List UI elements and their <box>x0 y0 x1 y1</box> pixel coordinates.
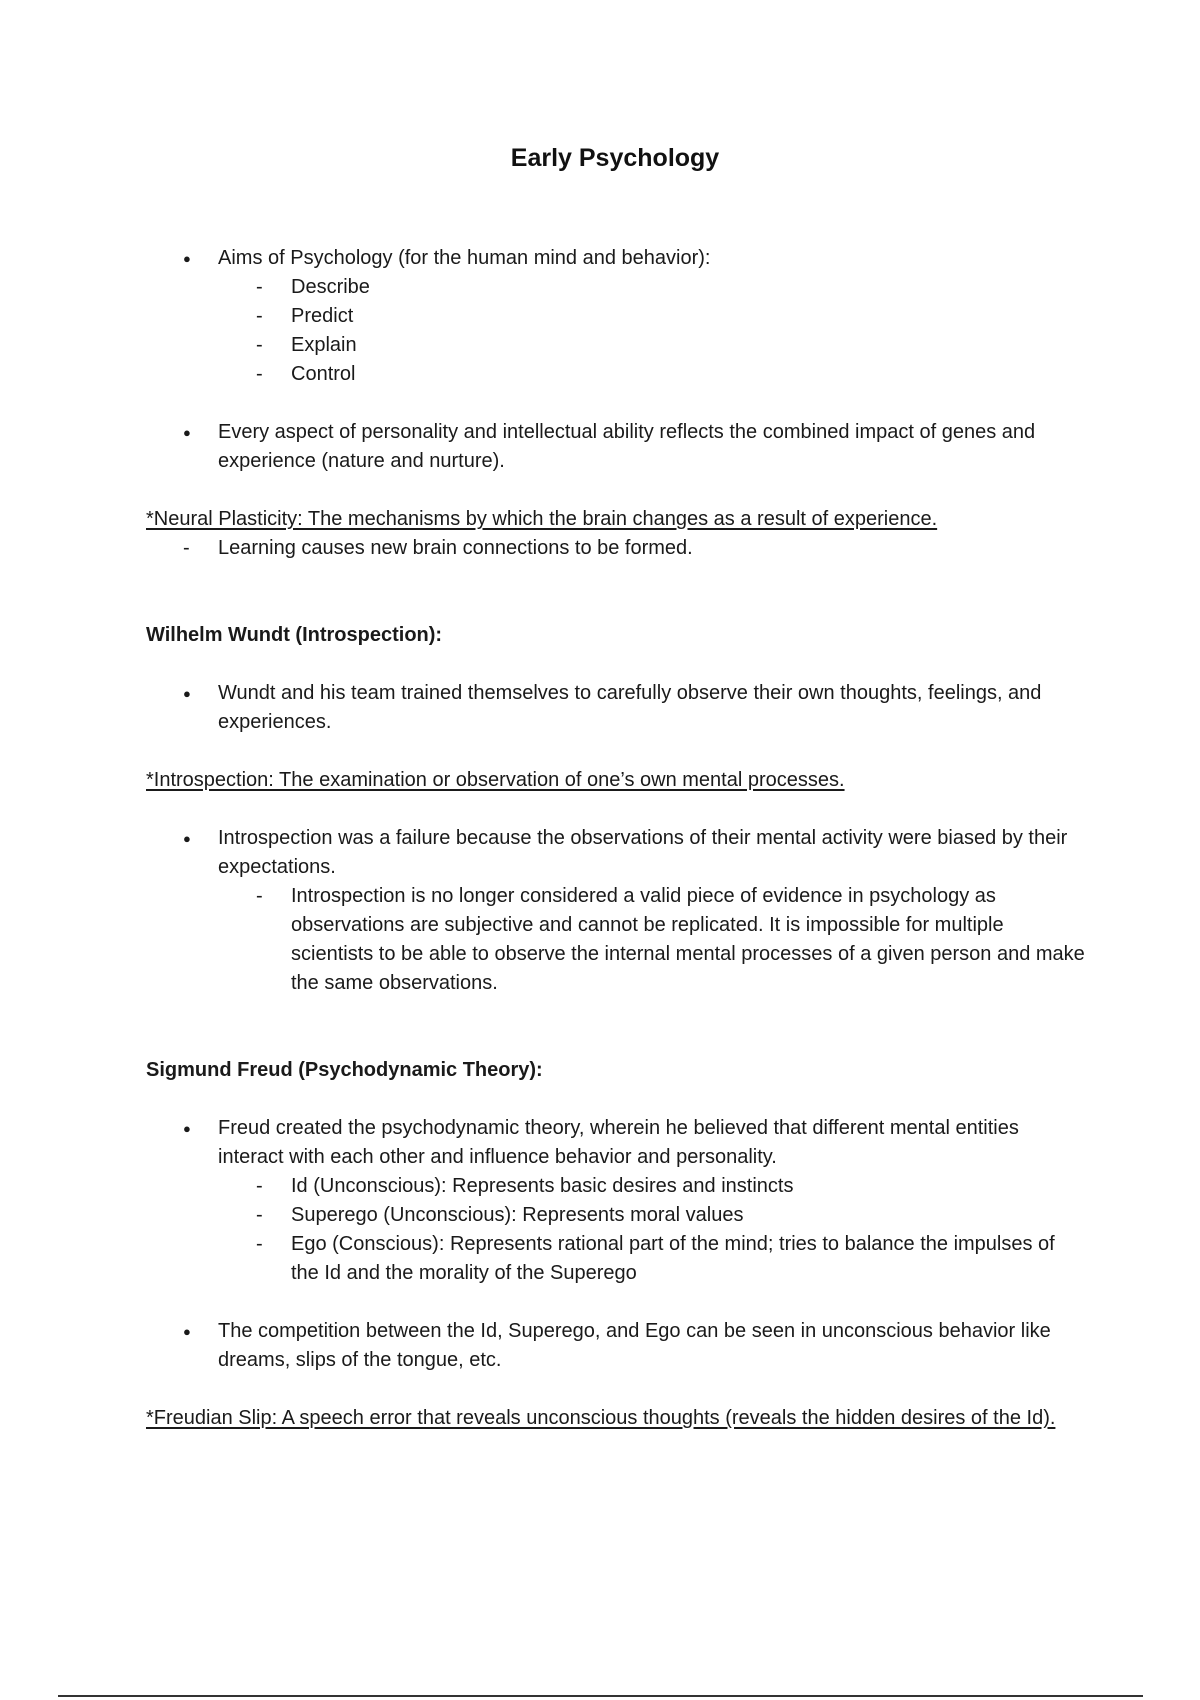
aim-item: - Predict <box>146 302 1086 331</box>
nature-nurture-bullet: ● Every aspect of personality and intellectual ability reflects the combined impact of genes and experience (nature and nurture). <box>146 418 1086 476</box>
document-body <box>146 244 1086 1433</box>
freudian-slip-definition: *Freudian Slip: A speech error that reveals unconscious thoughts (reveals the hidden desires of the Id). <box>146 1407 1056 1429</box>
neural-plasticity-note: - Learning causes new brain connections to be formed. <box>146 534 1086 563</box>
page-bottom-rule <box>58 1695 1143 1697</box>
aim-item: - Describe <box>146 273 1086 302</box>
neural-plasticity-definition: *Neural Plasticity: The mechanisms by which the brain changes as a result of experience. <box>146 508 938 530</box>
freud-bullet: ● Freud created the psychodynamic theory, wherein he believed that different mental entities interact with each other and influence behavior and personality. <box>146 1114 1086 1172</box>
freud-competition-bullet: ● The competition between the Id, Superego, and Ego can be seen in unconscious behavior like dreams, slips of the tongue, etc. <box>146 1317 1086 1375</box>
aim-item: - Control <box>146 360 1086 389</box>
freud-item-ego: - Ego (Conscious): Represents rational part of the mind; tries to balance the impulses of the Id and the morality of the Superego <box>146 1230 1086 1288</box>
page-title: Early Psychology <box>510 144 720 172</box>
aims-bullet: ● Aims of Psychology (for the human mind and behavior): <box>146 244 1086 273</box>
wundt-bullet: ● Wundt and his team trained themselves to carefully observe their own thoughts, feelings, and experiences. <box>146 679 1086 737</box>
freud-item-superego: - Superego (Unconscious): Represents moral values <box>146 1201 1086 1230</box>
freud-heading: Sigmund Freud (Psychodynamic Theory): <box>146 1059 543 1081</box>
wundt-heading: Wilhelm Wundt (Introspection): <box>146 624 443 646</box>
introspection-definition: *Introspection: The examination or observation of one’s own mental processes. <box>146 769 845 791</box>
introspection-failure-note: - Introspection is no longer considered a valid piece of evidence in psychology as observations are subjective and cannot be replicated. It is impossible for multiple scientists to be able to observe the internal mental processes of a given person and make the same observations. <box>146 882 1086 998</box>
introspection-failure-bullet: ● Introspection was a failure because the observations of their mental activity were biased by their expectations. <box>146 824 1086 882</box>
aim-item: - Explain <box>146 331 1086 360</box>
freud-item-id: - Id (Unconscious): Represents basic desires and instincts <box>146 1172 1086 1201</box>
